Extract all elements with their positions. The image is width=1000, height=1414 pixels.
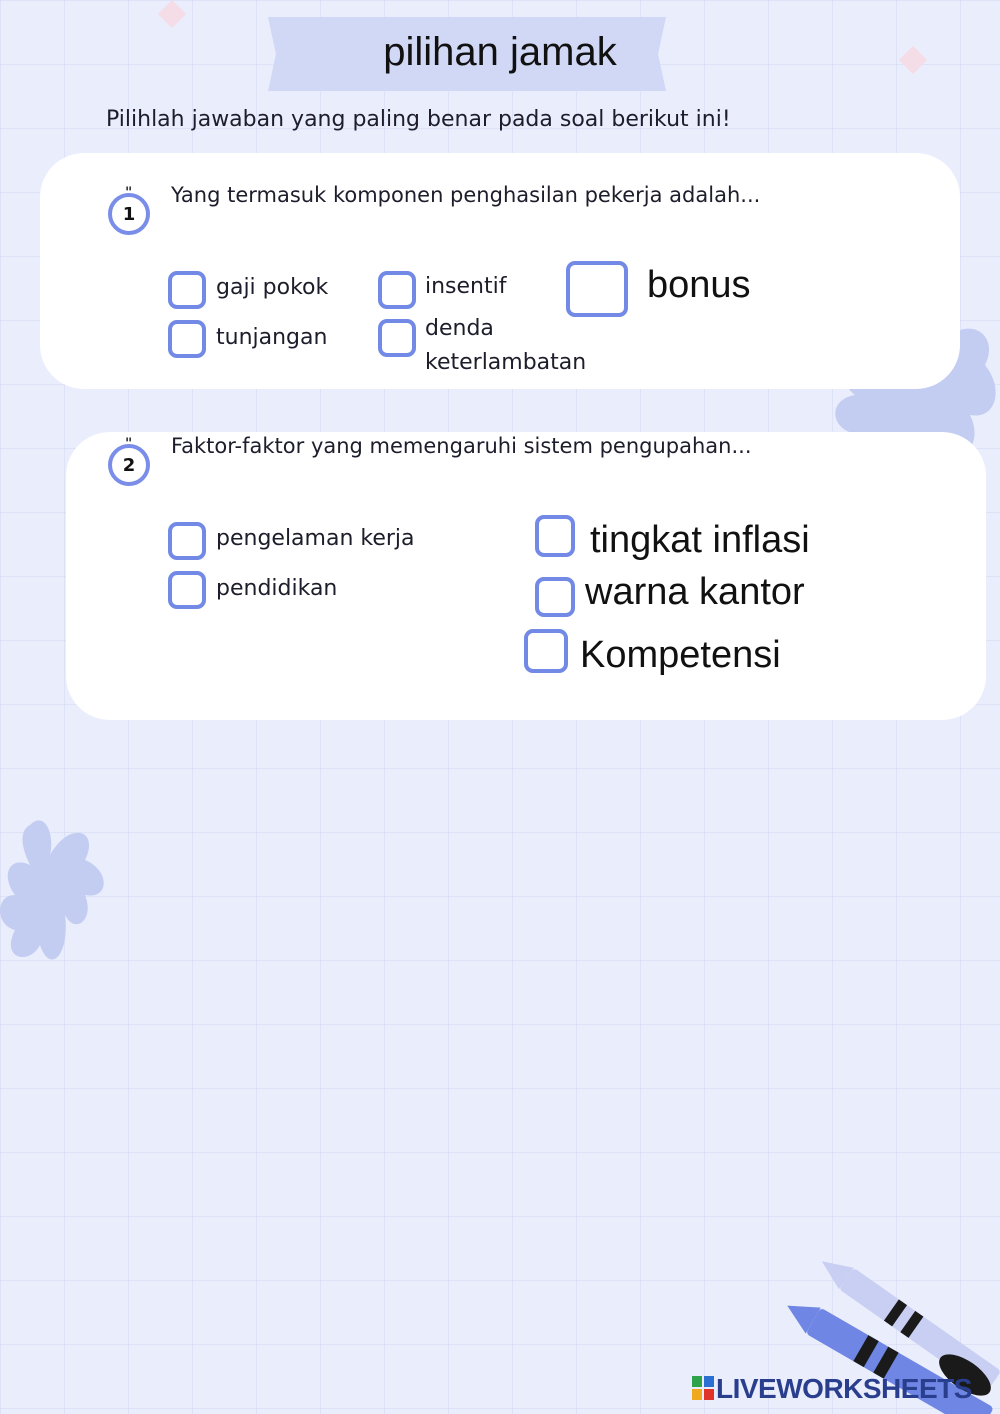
liveworksheets-logo [692,1373,972,1405]
option-label: denda [425,316,494,341]
checkbox-insentif[interactable] [378,271,416,309]
question-number: 1 [122,203,136,225]
checkbox-tingkat-inflasi[interactable] [535,515,575,557]
checkbox-warna-kantor[interactable] [535,577,575,617]
page-title: pilihan jamak [383,30,617,74]
checkbox-denda-keterlambatan[interactable] [378,319,416,357]
question-text: Faktor-faktor yang memengaruhi sistem pengupahan... [171,434,752,458]
option-label: gaji pokok [216,275,329,300]
checkbox-gaji-pokok[interactable] [168,271,206,309]
paint-splat-left-icon [0,815,110,970]
option-label: keterlambatan [425,350,587,375]
checkbox-kompetensi[interactable] [524,629,568,673]
liveworksheets-logo-icon [692,1376,716,1402]
option-label: pendidikan [216,576,338,601]
checkbox-pendidikan[interactable] [168,571,206,609]
checkbox-pengelaman-kerja[interactable] [168,522,206,560]
question-number: 2 [122,454,136,476]
option-label: Kompetensi [580,634,781,676]
option-label: insentif [425,274,507,299]
logo-text: LIVEWORKSHEETS [716,1373,972,1404]
checkbox-bonus[interactable] [566,261,628,317]
option-label: pengelaman kerja [216,526,415,551]
decor-diamond-top-right [899,46,927,74]
question-number-badge [108,193,150,235]
instruction-text: Pilihlah jawaban yang paling benar pada soal berikut ini! [106,107,731,132]
option-label: tunjangan [216,325,328,350]
checkbox-tunjangan[interactable] [168,320,206,358]
option-label: warna kantor [585,571,805,613]
option-label: tingkat inflasi [590,519,810,561]
question-text: Yang termasuk komponen penghasilan pekerja adalah... [171,183,761,207]
question-number-badge [108,444,150,486]
decor-diamond-top-left [158,0,186,28]
option-label: bonus [647,264,751,306]
